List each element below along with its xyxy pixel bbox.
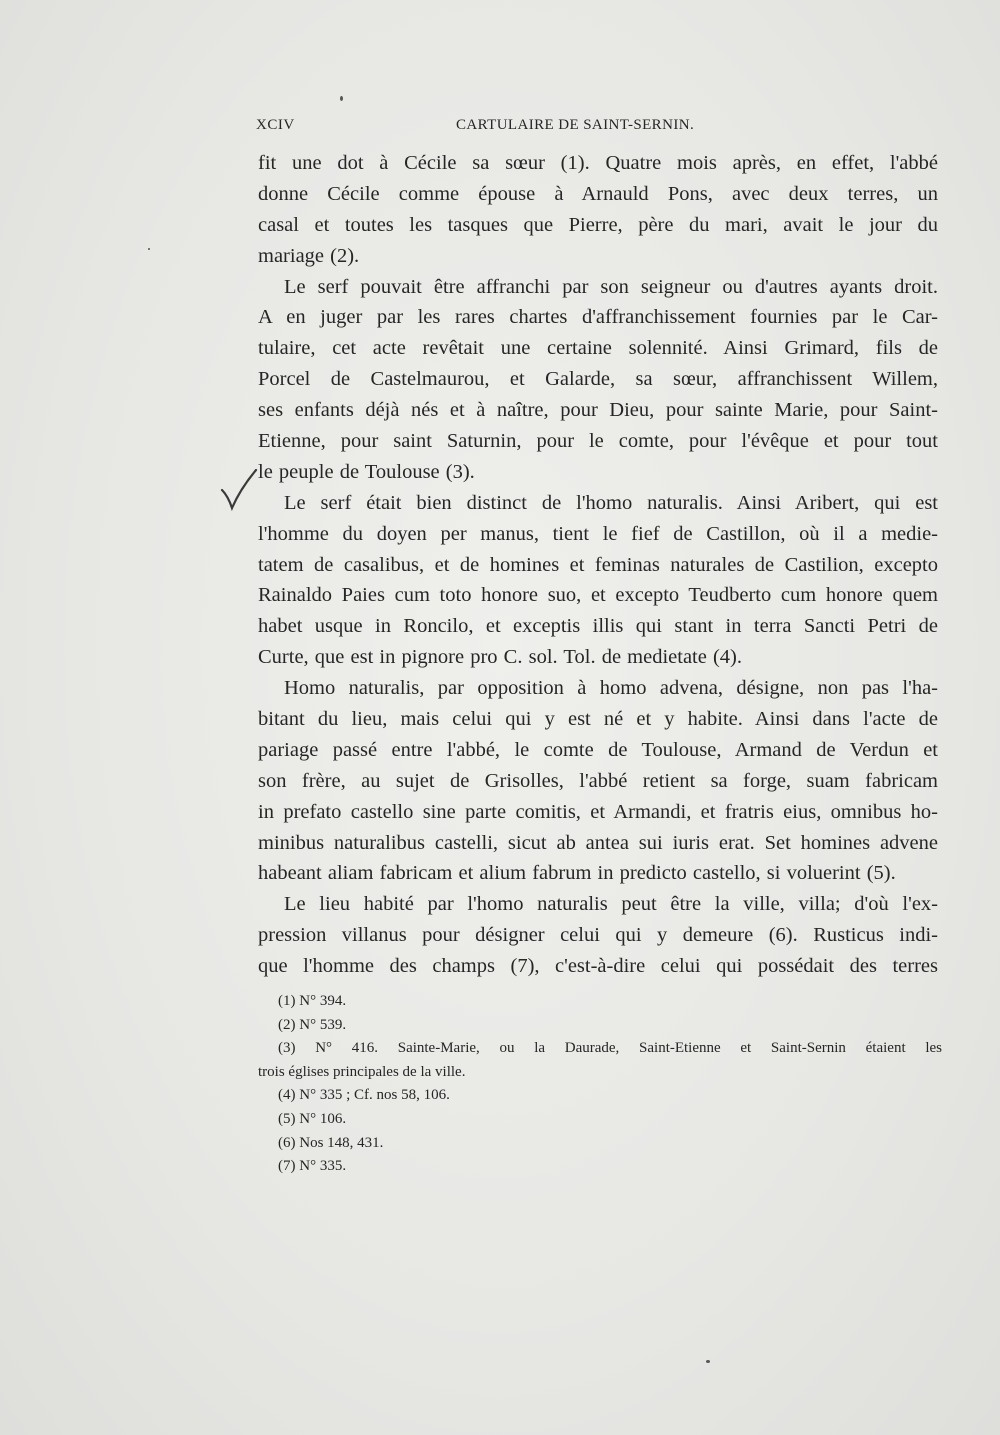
text-line: que l'homme des champs (7), c'est-à-dire celui qui possédait des terres: [258, 955, 938, 978]
footnote: (6) Nos 148, 431.: [278, 1134, 384, 1151]
text-line: pariage passé entre l'abbé, le comte de Toulouse, Armand de Verdun et: [258, 738, 938, 761]
text-line: pression villanus pour désigner celui qui y demeure (6). Rusticus indi-: [258, 924, 938, 947]
text-line: A en juger par les rares chartes d'affranchissement fournies par le Car-: [258, 306, 938, 329]
footnote: (3) N° 416. Sainte-Marie, ou la Daurade, Saint-Etienne et Saint-Sernin étaient les: [278, 1040, 942, 1057]
text-line: son frère, au sujet de Grisolles, l'abbé retient sa forge, suam fabricam: [258, 769, 938, 792]
text-line: l'homme du doyen per manus, tient le fief de Castillon, où il a medie-: [258, 522, 938, 545]
footnote: (5) N° 106.: [278, 1110, 347, 1127]
body-text: [258, 148, 938, 982]
footnote-continuation: trois églises principales de la ville.: [258, 1063, 466, 1080]
text-line: habet usque in Roncilo, et exceptis illis qui stant in terra Sancti Petri de: [258, 615, 938, 638]
text-line: tulaire, cet acte revêtait une certaine solennité. Ainsi Grimard, fils de: [258, 337, 938, 360]
text-line: Homo naturalis, par opposition à homo advena, désigne, non pas l'ha-: [284, 677, 938, 700]
text-line: casal et toutes les tasques que Pierre, père du mari, avait le jour du: [258, 213, 938, 236]
text-line: Rainaldo Paies cum toto honore suo, et excepto Teudberto cum honore quem: [258, 584, 938, 607]
text-line: in prefato castello sine parte comitis, et Armandi, et fratris eius, omnibus ho-: [258, 800, 938, 823]
text-line: tatem de casalibus, et de homines et feminas naturales de Castilion, excepto: [258, 553, 938, 576]
text-line: mariage (2).: [258, 244, 360, 267]
text-line: Etienne, pour saint Saturnin, pour le comte, pour l'évêque et pour tout: [258, 430, 938, 453]
footnote: (1) N° 394.: [278, 993, 347, 1009]
folio-number: XCIV: [256, 117, 295, 133]
paper-speck: [340, 96, 343, 101]
footnote: (4) N° 335 ; Cf. nos 58, 106.: [278, 1087, 450, 1104]
text-line: Le lieu habité par l'homo naturalis peut être la ville, villa; d'où l'ex-: [284, 893, 938, 916]
running-title: CARTULAIRE DE SAINT-SERNIN.: [456, 117, 695, 133]
text-line: habeant aliam fabricam et alium fabrum in predicto castello, si voluerint (5).: [258, 862, 896, 885]
text-line: donne Cécile comme épouse à Arnauld Pons, avec deux terres, un: [258, 182, 938, 205]
text-line: minibus naturalibus castelli, sicut ab antea sui iuris erat. Set homines advene: [258, 831, 938, 854]
footnote: (2) N° 539.: [278, 1016, 347, 1033]
text-line: Curte, que est in pignore pro C. sol. Tol. de medietate (4).: [258, 646, 743, 669]
text-line: Porcel de Castelmaurou, et Galarde, sa sœur, affranchissent Willem,: [258, 368, 938, 391]
text-line: fit une dot à Cécile sa sœur (1). Quatre mois après, en effet, l'abbé: [258, 152, 938, 174]
text-line: Le serf était bien distinct de l'homo naturalis. Ainsi Aribert, qui est: [284, 491, 938, 514]
paper-speck: [706, 1360, 710, 1363]
text-line: bitant du lieu, mais celui qui y est né et y habite. Ainsi dans l'acte de: [258, 708, 938, 731]
handwritten-checkmark-icon: [218, 468, 260, 516]
footnote: (7) N° 335.: [278, 1158, 347, 1175]
text-line: Le serf pouvait être affranchi par son seigneur ou d'autres ayants droit.: [284, 275, 938, 298]
text-line: ses enfants déjà nés et à naître, pour Dieu, pour sainte Marie, pour Saint-: [258, 399, 938, 422]
footnotes: [258, 990, 942, 1179]
paper-speck: [148, 248, 150, 250]
text-line: le peuple de Toulouse (3).: [258, 460, 475, 483]
page-header: [256, 117, 936, 141]
